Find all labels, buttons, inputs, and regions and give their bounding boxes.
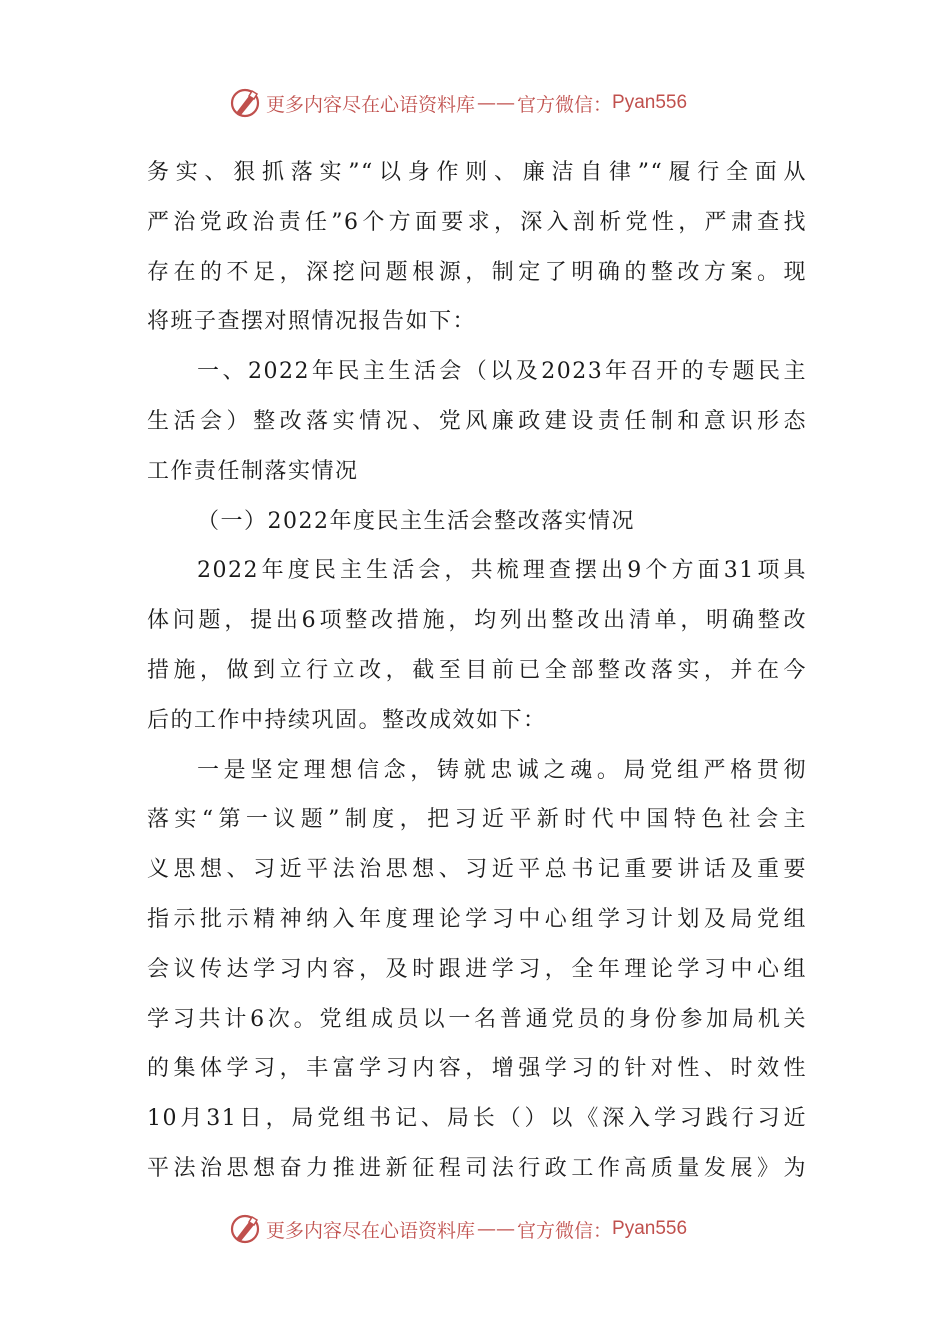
watermark-text: 更多内容尽在心语资料库 xyxy=(266,93,476,116)
watermark-id: Pyan556 xyxy=(612,92,688,113)
text-line: 10月31日，局党组书记、局长（）以《深入学习践行习近 xyxy=(147,1106,807,1132)
section-heading-line: 生活会）整改落实情况、党风廉政建设责任制和意识形态 xyxy=(147,408,807,434)
text-line: 平法治思想奋力推进新征程司法行政工作高质量发展》为 xyxy=(147,1155,807,1181)
text-line: 指示批示精神纳入年度理论学习中心组学习计划及局党组 xyxy=(147,906,807,932)
watermark-separator: —— xyxy=(477,1218,516,1240)
section-heading-line: 工作责任制落实情况 xyxy=(147,458,359,484)
text-line: 的集体学习，丰富学习内容，增强学习的针对性、时效性 xyxy=(147,1056,807,1082)
section-heading-line: 一、2022年民主生活会（以及2023年召开的专题民主 xyxy=(197,359,807,385)
pen-nib-icon xyxy=(228,1212,262,1246)
text-line: 一是坚定理想信念，铸就忠诚之魂。局党组严格贯彻 xyxy=(197,757,807,783)
watermark-separator: —— xyxy=(477,92,516,114)
document-body xyxy=(147,148,807,1194)
watermark-id: Pyan556 xyxy=(612,1218,688,1239)
text-line: 严治党政治责任”6个方面要求，深入剖析党性，严肃查找 xyxy=(147,209,807,235)
text-line: 会议传达学习内容，及时跟进学习，全年理论学习中心组 xyxy=(147,956,807,982)
text-line: 后的工作中持续巩固。整改成效如下： xyxy=(147,707,547,733)
text-line: 存在的不足，深挖问题根源，制定了明确的整改方案。现 xyxy=(147,259,807,285)
watermark-label: 官方微信： xyxy=(517,93,613,116)
subsection-heading: （一）2022年度民主生活会整改落实情况 xyxy=(197,508,635,534)
text-line: 务实、狠抓落实”“以身作则、廉洁自律”“履行全面从 xyxy=(147,160,807,185)
text-line: 学习共计6次。党组成员以一名普通党员的身份参加局机关 xyxy=(147,1006,807,1032)
text-line: 体问题，提出6项整改措施，均列出整改出清单，明确整改 xyxy=(147,608,807,634)
text-line: 义思想、习近平法治思想、习近平总书记重要讲话及重要 xyxy=(147,857,807,883)
watermark-label: 官方微信： xyxy=(517,1219,613,1242)
text-line: 2022年度民主生活会，共梳理查摆出9个方面31项具 xyxy=(197,558,807,584)
pen-nib-icon xyxy=(228,86,262,120)
watermark-footer xyxy=(228,1212,748,1246)
text-line: 将班子查摆对照情况报告如下： xyxy=(147,309,477,335)
text-line: 措施，做到立行立改，截至目前已全部整改落实，并在今 xyxy=(147,657,807,683)
text-line: 落实“第一议题”制度，把习近平新时代中国特色社会主 xyxy=(147,807,807,833)
watermark-header xyxy=(228,86,748,120)
watermark-text: 更多内容尽在心语资料库 xyxy=(266,1219,476,1242)
